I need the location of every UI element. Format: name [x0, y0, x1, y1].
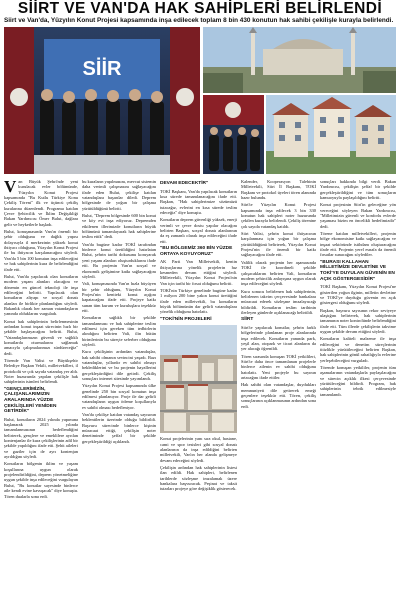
paragraph: Siirt'te yapılacak konutlar, şehrin farklı bölgelerinde planlanan proje alanlarında inşa edilecek. Konutların yanında park, yeşil alan, otopark ve ticari alanların da yer alacağı öğrenildi.	[241, 324, 316, 352]
paragraph: TOKİ Başkanı, Yüzyılın Konut Projesi'ne gösterilen yoğun ilginin, milletin devletine ve TOKİ'ye duyduğu güvenin en açık göstergesi olduğunu söyledi.	[320, 284, 396, 306]
section-heading: DEVAM EDECEKTİR"	[160, 181, 209, 186]
paragraph: Vali, konuşmasında Van'ın hızla büyüyen bir şehir olduğunu, Yüzyılın Konut Projesi'nin kentteki konut açığını kapatacağını ifade etti. Projeye katkı sunan tüm kurum ve kuruluşlara teşekkür etti.	[82, 281, 156, 313]
article-column-2	[82, 179, 156, 593]
paragraph: Konut projelerinin yanı sıra okul, hastane, cami ve spor tesisleri gibi sosyal donatı alanlarının da inşa edildiğini belirten milletvekili, Van'ın her alanda gelişmeye devam edeceğini söyledi.	[160, 436, 237, 463]
paragraph: Kura çekilişinin ardından vatandaşlar, hak sahibi olmanın sevincini yaşadı. Bazı vatandaşlar, yıllardır ev sahibi olmayı beklediklerini ve bu projenin hayallerini gerçekleştirdiğini dile getirdi. Çekiliş sonuçları internet sitesinde yayımlandı.	[82, 349, 156, 382]
headline: SİİRT VE VAN'DA HAK SAHİPLERİ BELİRLENDİ	[17, 0, 383, 17]
paragraph: Konutların sağlıklı bir şekilde tamamlanması ve hak sahiplerine teslim edilmesi için gereken tüm tedbirlerin alındığını belirten Vali, ilin bütün birimlerinin bu süreçte seferber olduğunu söyledi.	[82, 315, 156, 347]
paragraph: Konutların deprem güvenliği yüksek, enerji verimli ve çevre dostu yapılar olacağını belirten Başkan, sosyal donatı alanlarının da eş zamanlı olarak inşa edileceğini ifade etti.	[160, 217, 237, 244]
paragraph: an Büyük Şehri'nde yeni kurulacak evler bölümünde, Yüzyılın Konut Projesi kapsamında "Bu Kutlu Türkiye Konu Çekiliş Töreni" ilk ve üçüncü çekiliş kuralarına düzenlendi. Programa katılan Çevre Şehircilik ve İklim Değişikliği Bakan Yardımcısı Ömer Bulut, dağlara gelir ve heyketlerle başladı.	[4, 179, 78, 227]
section-heading: "TOKİ'NİN PROJELERİ	[160, 316, 212, 322]
paragraph: Siirt'te Yüzyılın Konut Projesi kapsamında inşa edilecek 3 bin 330 konutun hak sahipleri noter huzurunda çekilen kurayla belirlendi. Çekiliş törenine çok sayıda vatandaş katıldı.	[241, 202, 316, 229]
paragraph: Bulut, "Deprem bölgesinde 600 bin konut ve köy evi inşa ediyoruz. Depremden etkilenen illerimizde konutların büyük bölümünü tamamlayarak hak sahiplerine teslim ettik" dedi.	[82, 213, 156, 240]
paragraph: Konutların kaliteli malzeme ile inşa edileceğini ve denetim süreçlerinin titizlikle yürütüleceğini belirten Başkan, hak sahiplerinin gönül rahatlığıyla evlerine yerleşebileceğini vurguladı.	[320, 336, 396, 363]
paragraph: Konut hak sahiplerinin belirlenmesinin ardından konut inşaat sürecinin hızlı bir şekilde başlayacağını belirtti. Bulut, "Vatandaşlarımızın güvenli ve sağlıklı konutlarda oturmalarını sağlamak amacıyla çalışmalarımızı sürdüreceğiz" dedi.	[4, 318, 78, 356]
paragraph: Konutların bölgenin iklim ve yaşam koşullarına uygun olarak projelendirildiğini, deprem yönetmeliğine uygun şekilde inşa edileceğini vurgulayan Bulut, "Bu konutlar sayesinde binlerce aile kendi evine kavuşacak" diye konuştu. Tören dualarla sona erdi.	[4, 461, 78, 499]
article-column-4	[241, 179, 316, 593]
paragraph: TOKİ Başkanı, Van'da yapılacak konutların kısa sürede tamamlanacağını ifade etti. Başkan, "Hak sahiplerimize sözümüzü tutacağız, evlerini en kısa sürede teslim edeceğiz" diye konuştu.	[160, 188, 237, 215]
paragraph: Çekilişin ardından hak sahiplerinin listesi ilan edildi. Hak sahipleri, belirlenen tarihlerde sözleşme imzalamak üzere bankalara başvuracak. Peşinat ve taksit tutarları projeye göre değişiklik gösterecek.	[160, 464, 237, 492]
paragraph: Bulut, konutların 2024 yılında yapımına başlanarak 2025 yılında tamamlanmasının hedeflendiğini belirterek, gençlere ve emeklilere ayrılan kontenjanlar ile kura çekilişlerinin adil bir şekilde yapıldığını ifade etti. Şehit aileleri ve gaziler için de ayrı kontenjan ayrıldığını söyledi.	[4, 416, 78, 460]
paragraph: Van'da bugüne kadar TOKİ tarafından binlerce konut üretildiğini hatırlatan Bulut, şehrin tarihi dokusunu koruyarak yeni yaşam alanları oluşturduklarını ifade etti. Bu projenin Van'ın sosyal ve ekonomik gelişimine katkı sağlayacağını söyledi.	[82, 241, 156, 279]
paragraph: Başkan, başvuru sayısının rekor seviyeye ulaştığını belirterek, hak sahiplerinin tamamının noter kontrolünde belirlendiğini ifade etti. Tüm illerde çekilişlerin takvime uygun şekilde devam ettiğini söyledi.	[320, 307, 396, 334]
section-heading: "BU BÖLGEMİZ 360 BİN YÜZDE ORTAYA KOYUYORUZ"	[160, 246, 233, 257]
section-heading: "GENÇLERİMİZİN, ÇALIŞANLARIMIZIN ARALARINDA YÜZDE ÇEKİLİŞLERİ YENİDEN GETİRDİK"	[4, 386, 57, 415]
article-column-3	[160, 179, 237, 593]
paragraph: Hak sahibi olan vatandaşlar, duydukları memnuniyeti dile getirerek emeği geçenlere teşekkür etti. Tören, çekiliş sonuçlarının açıklanmasının ardından sona erdi.	[241, 382, 316, 409]
paragraph: Bulut, Van'da yapılacak olan konutların modern yaşam alanları olacağını ve dönemin en güncel teknoloji ile inşa edileceğini belirtti. Yapılacak olan konutların altyapı ve sosyal donatı alanları ile birlikte planlandığını söyledi. Bakanlık olarak her zaman vatandaşların yanında olduklarını vurguladı.	[4, 273, 78, 317]
section-heading: SİİRT	[241, 317, 254, 323]
subhead: Siirt ve Van'da, Yüzyılın Konut Projesi kapsamında inşa edilecek toplam 8 bin 430 konutun hak sahibi çekilişle kurayla belirlendi.	[4, 17, 394, 24]
paragraph: bu kuraların yapılmasını, mevcut sistemin daha verimli çalışmasını sağlayacağını ifade eden Bulut, çekilişe katılan vatandaşlara başarılar diledi. Deprem bölgesinde de yoğun bir çalışma yürütüldüğünü belirtti.	[82, 179, 156, 211]
housing-render-photo	[266, 95, 396, 174]
paragraph: AK Parti Van Milletvekili, kentin ihtiyaçlarına yönelik projelerin hız kesmeden devam ettiğini söyledi. Milletvekili, Yüzyılın Konut Projesi'nin Van için tarihi bir fırsat olduğunu belirtti.	[160, 259, 237, 286]
ceremony-photo	[4, 27, 200, 174]
paragraph: Tören sırasında konuşan TOKİ yetkilileri, Siirt'te daha önce tamamlanan projelerle binlerce ailenin ev sahibi olduğunu hatırlattı. Yeni projeyle bu sayının artacağını ifade ettiler.	[241, 353, 316, 380]
ceremony-photo-2	[203, 95, 264, 174]
paragraph: sonuçları hakkında bilgi verdi. Bakan Yardımcısı, çekilişin şeffaf bir şekilde gerçekleştirildiğini ve tüm sonuçların kamuoyuyla paylaşıldığını belirtti.	[320, 179, 396, 201]
mosque-photo	[203, 27, 396, 93]
inset-city-photo	[160, 325, 237, 433]
article-column-5	[320, 179, 396, 593]
paragraph: Siirt Valisi, şehrin konut ihtiyacının karşılanması için yoğun bir çalışma yürütüldüğünü belirterek, Yüzyılın Konut Projesi'nin ile önemli bir katkı sağlayacağını ifade etti.	[241, 231, 316, 258]
paragraph: Törende konuşan yetkililer, projenin tüm aşamalarının vatandaşlarla paylaşılacağını ve sürecin açıklık ilkesi çerçevesinde yürütüleceğini bildirdi. Program, hak sahiplerinin tebrik edilmesiyle tamamlandı.	[320, 365, 396, 397]
section-heading: "BURASI KALLAHAN MİLLETİMİZE DEVLETİNE VE TOKİ'YE DUYULAN GÜVENİN EN AÇIK GÖSTERGESİDİR"	[320, 259, 395, 282]
stage-screen-text: SİİR	[82, 58, 122, 80]
paragraph: Törene katılan milletvekilleri, projenin bölge ekonomisine katkı sağlayacağını ve inşaat sektöründe istihdam oluşturacağını ifade etti. Projenin yerel esnafa da önemli fırsatlar sunacağını söylediler.	[320, 231, 396, 258]
paragraph: Bulut, konuşmasında Van'ın önemli bir şehir olduğunu ve dağlık yapısı dolayısıyla il merkezinin yüksek konut ihtiyacı olduğunu, Yüzyılın Konut Projesi ile bu ihtiyacın karşılanacağını söyledi. Van'da 5 bin 100 konutun inşa edileceğini ve hak sahiplerinin kura ile belirlendiğini ifade etti.	[4, 229, 78, 272]
paragraph: Kalender, Kooperasyon Talebinin Milletvekili, Siirt İl Başkanı, TOKİ Başkanı ve protokol üyeleri tören alanında hazır bulundu.	[241, 179, 316, 201]
paragraph: Kura sonucu belirlenen hak sahiplerinin, belirlenen takvim çerçevesinde bankalara müracaat ederek sözleşme imzalayacağı bildirildi. Konutların teslim tarihinin ilerleyen günlerde açıklanacağı belirtildi.	[241, 288, 316, 315]
article-column-1	[4, 179, 78, 593]
paragraph: Valilik olarak projenin her aşamasında TOKİ ile koordineli şekilde çalışacaklarını belirten Vali, konutların modern şehircilik anlayışına uygun olarak inşa edileceğini söyledi.	[241, 259, 316, 287]
paragraph: TOKİ'nin Türkiye genelinde bugüne kadar 1 milyon 200 bine yakın konut ürettiğini ifade eden milletvekili, bu konutların büyük bölümünün dar gelirli vatandaşlara yönelik olduğunu hatırlattı.	[160, 287, 237, 315]
paragraph: Törende Van Valisi ve Büyükşehir Belediye Başkan Vekili, milletvekilleri, il protokolü ve çok sayıda vatandaş yer aldı. Noter huzurunda yapılan çekilişle hak sahiplerinin isimleri belirlendi.	[4, 358, 78, 385]
paragraph: Yüzyılın Konut Projesi kapsamında ülke genelinde 250 bin sosyal konutun inşa edilmesi planlanıyor. Proje ile dar gelirli vatandaşların uygun ödeme koşullarıyla ev sahibi olması hedefleniyor.	[82, 383, 156, 410]
paragraph: Konut projesinin Siirt'in geleceğine yön vereceğini söyleyen Bakan Yardımcısı, "Milletimizin güvenli ve konforlu evlerde yaşaması bizim en öncelikli hedefimizdir" dedi.	[320, 202, 396, 229]
paragraph: Van'da çekilişe katılan vatandaş sayısının beklentilerin üzerinde olduğu bildirildi. Başvuru sürecinde binlerce kişinin müracaat ettiği, çekilişin noter denetiminde şeffaf bir şekilde gerçekleştirildiği açıklandı.	[82, 412, 156, 444]
drop-cap: V	[4, 179, 17, 196]
